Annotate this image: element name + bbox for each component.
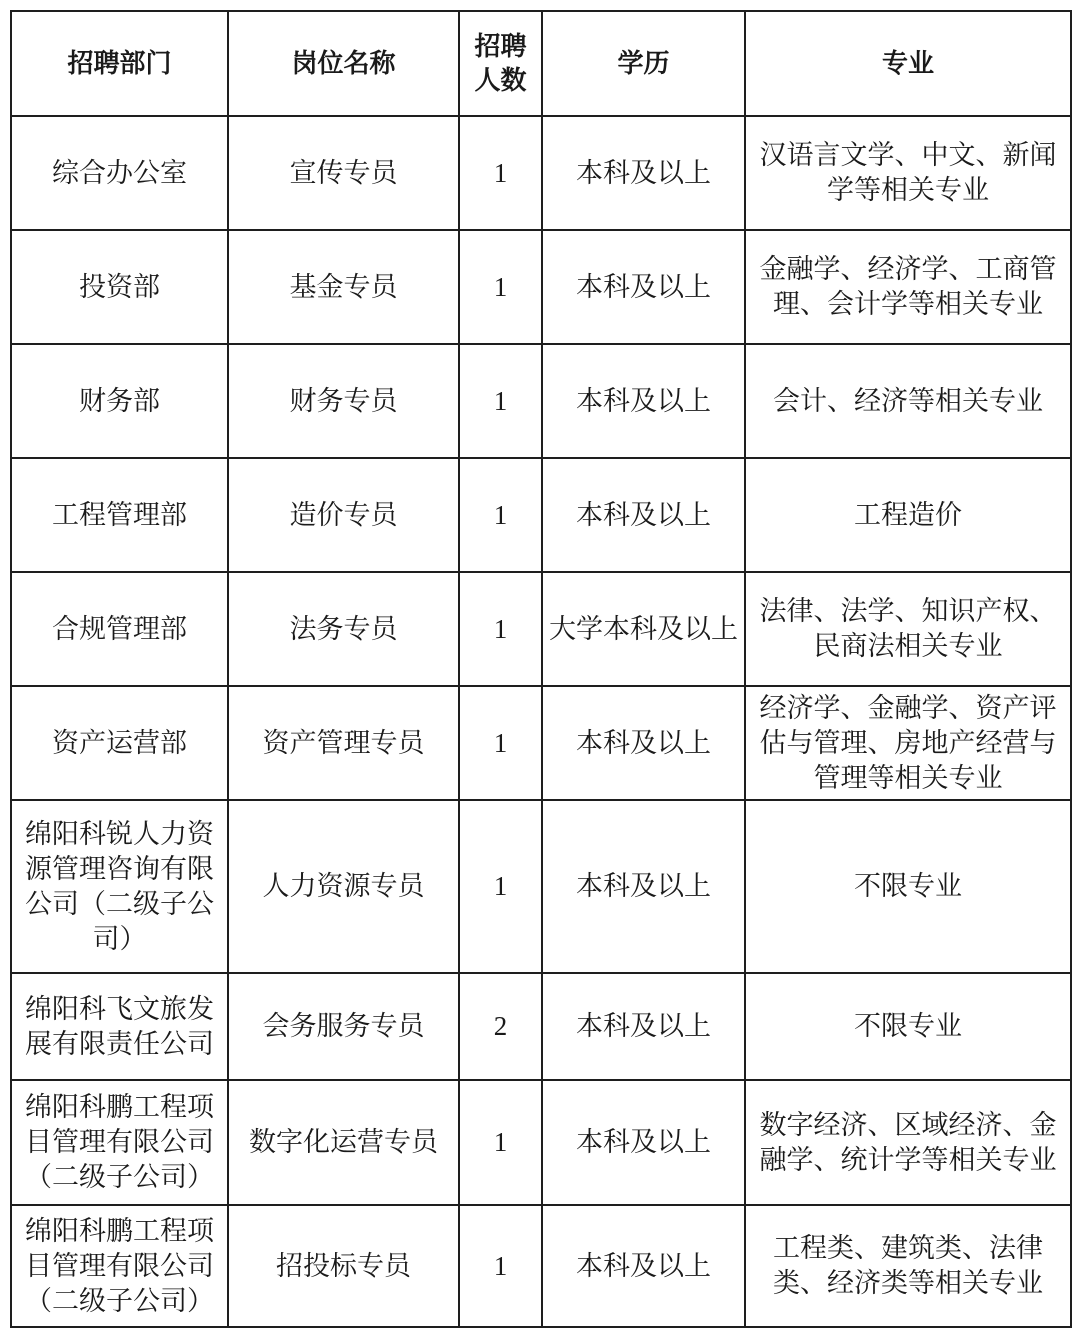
cell-dept: 资产运营部	[11, 686, 228, 800]
table-header-row	[11, 11, 1071, 116]
table-row	[11, 344, 1071, 458]
cell-position: 资产管理专员	[228, 686, 459, 800]
cell-major: 数字经济、区域经济、金融学、统计学等相关专业	[745, 1080, 1071, 1205]
table-row	[11, 1080, 1071, 1205]
header-dept: 招聘部门	[11, 11, 228, 116]
cell-position: 宣传专员	[228, 116, 459, 230]
cell-education: 大学本科及以上	[542, 572, 745, 686]
cell-position: 人力资源专员	[228, 800, 459, 973]
cell-dept: 投资部	[11, 230, 228, 344]
cell-education: 本科及以上	[542, 458, 745, 572]
cell-dept: 合规管理部	[11, 572, 228, 686]
cell-major: 金融学、经济学、工商管理、会计学等相关专业	[745, 230, 1071, 344]
cell-position: 招投标专员	[228, 1205, 459, 1327]
cell-dept: 绵阳科锐人力资源管理咨询有限公司（二级子公司）	[11, 800, 228, 973]
header-count: 招聘人数	[459, 11, 542, 116]
table-row	[11, 230, 1071, 344]
cell-education: 本科及以上	[542, 230, 745, 344]
cell-major: 经济学、金融学、资产评估与管理、房地产经营与管理等相关专业	[745, 686, 1071, 800]
cell-position: 数字化运营专员	[228, 1080, 459, 1205]
cell-count: 1	[459, 1205, 542, 1327]
cell-dept: 绵阳科鹏工程项目管理有限公司（二级子公司）	[11, 1205, 228, 1327]
recruitment-table-container	[10, 10, 1070, 1328]
table-row	[11, 686, 1071, 800]
cell-education: 本科及以上	[542, 116, 745, 230]
recruitment-table	[10, 10, 1072, 1328]
cell-major: 工程类、建筑类、法律类、经济类等相关专业	[745, 1205, 1071, 1327]
table-row	[11, 458, 1071, 572]
cell-position: 会务服务专员	[228, 973, 459, 1080]
cell-major: 会计、经济等相关专业	[745, 344, 1071, 458]
header-education: 学历	[542, 11, 745, 116]
cell-dept: 综合办公室	[11, 116, 228, 230]
cell-major: 不限专业	[745, 973, 1071, 1080]
table-row	[11, 116, 1071, 230]
table-row	[11, 1205, 1071, 1327]
cell-count: 1	[459, 800, 542, 973]
cell-major: 法律、法学、知识产权、民商法相关专业	[745, 572, 1071, 686]
cell-education: 本科及以上	[542, 1080, 745, 1205]
cell-major: 工程造价	[745, 458, 1071, 572]
cell-dept: 财务部	[11, 344, 228, 458]
table-row	[11, 572, 1071, 686]
cell-count: 1	[459, 572, 542, 686]
header-major: 专业	[745, 11, 1071, 116]
cell-position: 法务专员	[228, 572, 459, 686]
cell-count: 2	[459, 973, 542, 1080]
cell-education: 本科及以上	[542, 1205, 745, 1327]
header-position: 岗位名称	[228, 11, 459, 116]
cell-education: 本科及以上	[542, 800, 745, 973]
cell-count: 1	[459, 1080, 542, 1205]
cell-dept: 绵阳科鹏工程项目管理有限公司（二级子公司）	[11, 1080, 228, 1205]
cell-count: 1	[459, 686, 542, 800]
table-row	[11, 800, 1071, 973]
cell-major: 汉语言文学、中文、新闻学等相关专业	[745, 116, 1071, 230]
cell-dept: 绵阳科飞文旅发展有限责任公司	[11, 973, 228, 1080]
cell-education: 本科及以上	[542, 686, 745, 800]
cell-position: 基金专员	[228, 230, 459, 344]
cell-position: 造价专员	[228, 458, 459, 572]
cell-position: 财务专员	[228, 344, 459, 458]
cell-dept: 工程管理部	[11, 458, 228, 572]
cell-count: 1	[459, 344, 542, 458]
cell-major: 不限专业	[745, 800, 1071, 973]
cell-count: 1	[459, 116, 542, 230]
cell-education: 本科及以上	[542, 973, 745, 1080]
table-row	[11, 973, 1071, 1080]
cell-count: 1	[459, 458, 542, 572]
cell-count: 1	[459, 230, 542, 344]
cell-education: 本科及以上	[542, 344, 745, 458]
